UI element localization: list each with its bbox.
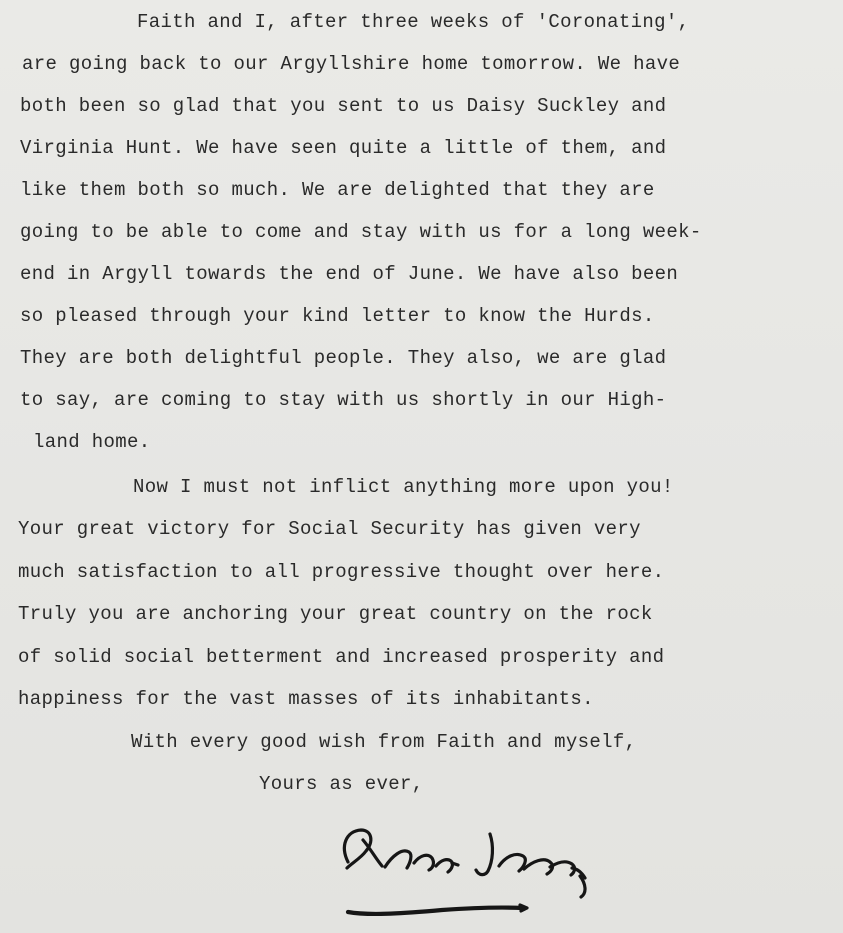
text-line: Your great victory for Social Security has given very bbox=[18, 518, 641, 540]
text-line: like them both so much. We are delighted that they are bbox=[20, 179, 655, 201]
valediction-line: Yours as ever, bbox=[259, 773, 424, 795]
text-line: both been so glad that you sent to us Daisy Suckley and bbox=[20, 95, 667, 117]
text-line: of solid social betterment and increased prosperity and bbox=[18, 646, 665, 668]
text-line: Virginia Hunt. We have seen quite a little of them, and bbox=[20, 137, 667, 159]
signature-icon bbox=[330, 818, 620, 928]
text-line: They are both delightful people. They also, we are glad bbox=[20, 347, 667, 369]
text-line: going to be able to come and stay with us for a long week- bbox=[20, 221, 702, 243]
text-line: much satisfaction to all progressive thought over here. bbox=[18, 561, 665, 583]
text-line: to say, are coming to stay with us shortly in our High- bbox=[20, 389, 667, 411]
text-line: end in Argyll towards the end of June. We have also been bbox=[20, 263, 679, 285]
text-line: so pleased through your kind letter to know the Hurds. bbox=[20, 305, 655, 327]
text-line: land home. bbox=[33, 431, 151, 453]
text-line: Truly you are anchoring your great country on the rock bbox=[18, 603, 653, 625]
text-line: happiness for the vast masses of its inhabitants. bbox=[18, 688, 594, 710]
closing-line: With every good wish from Faith and myself, bbox=[131, 731, 637, 753]
text-line: Faith and I, after three weeks of 'Coronating', bbox=[137, 11, 690, 33]
text-line: Now I must not inflict anything more upon you! bbox=[133, 476, 674, 498]
text-line: are going back to our Argyllshire home tomorrow. We have bbox=[22, 53, 681, 75]
